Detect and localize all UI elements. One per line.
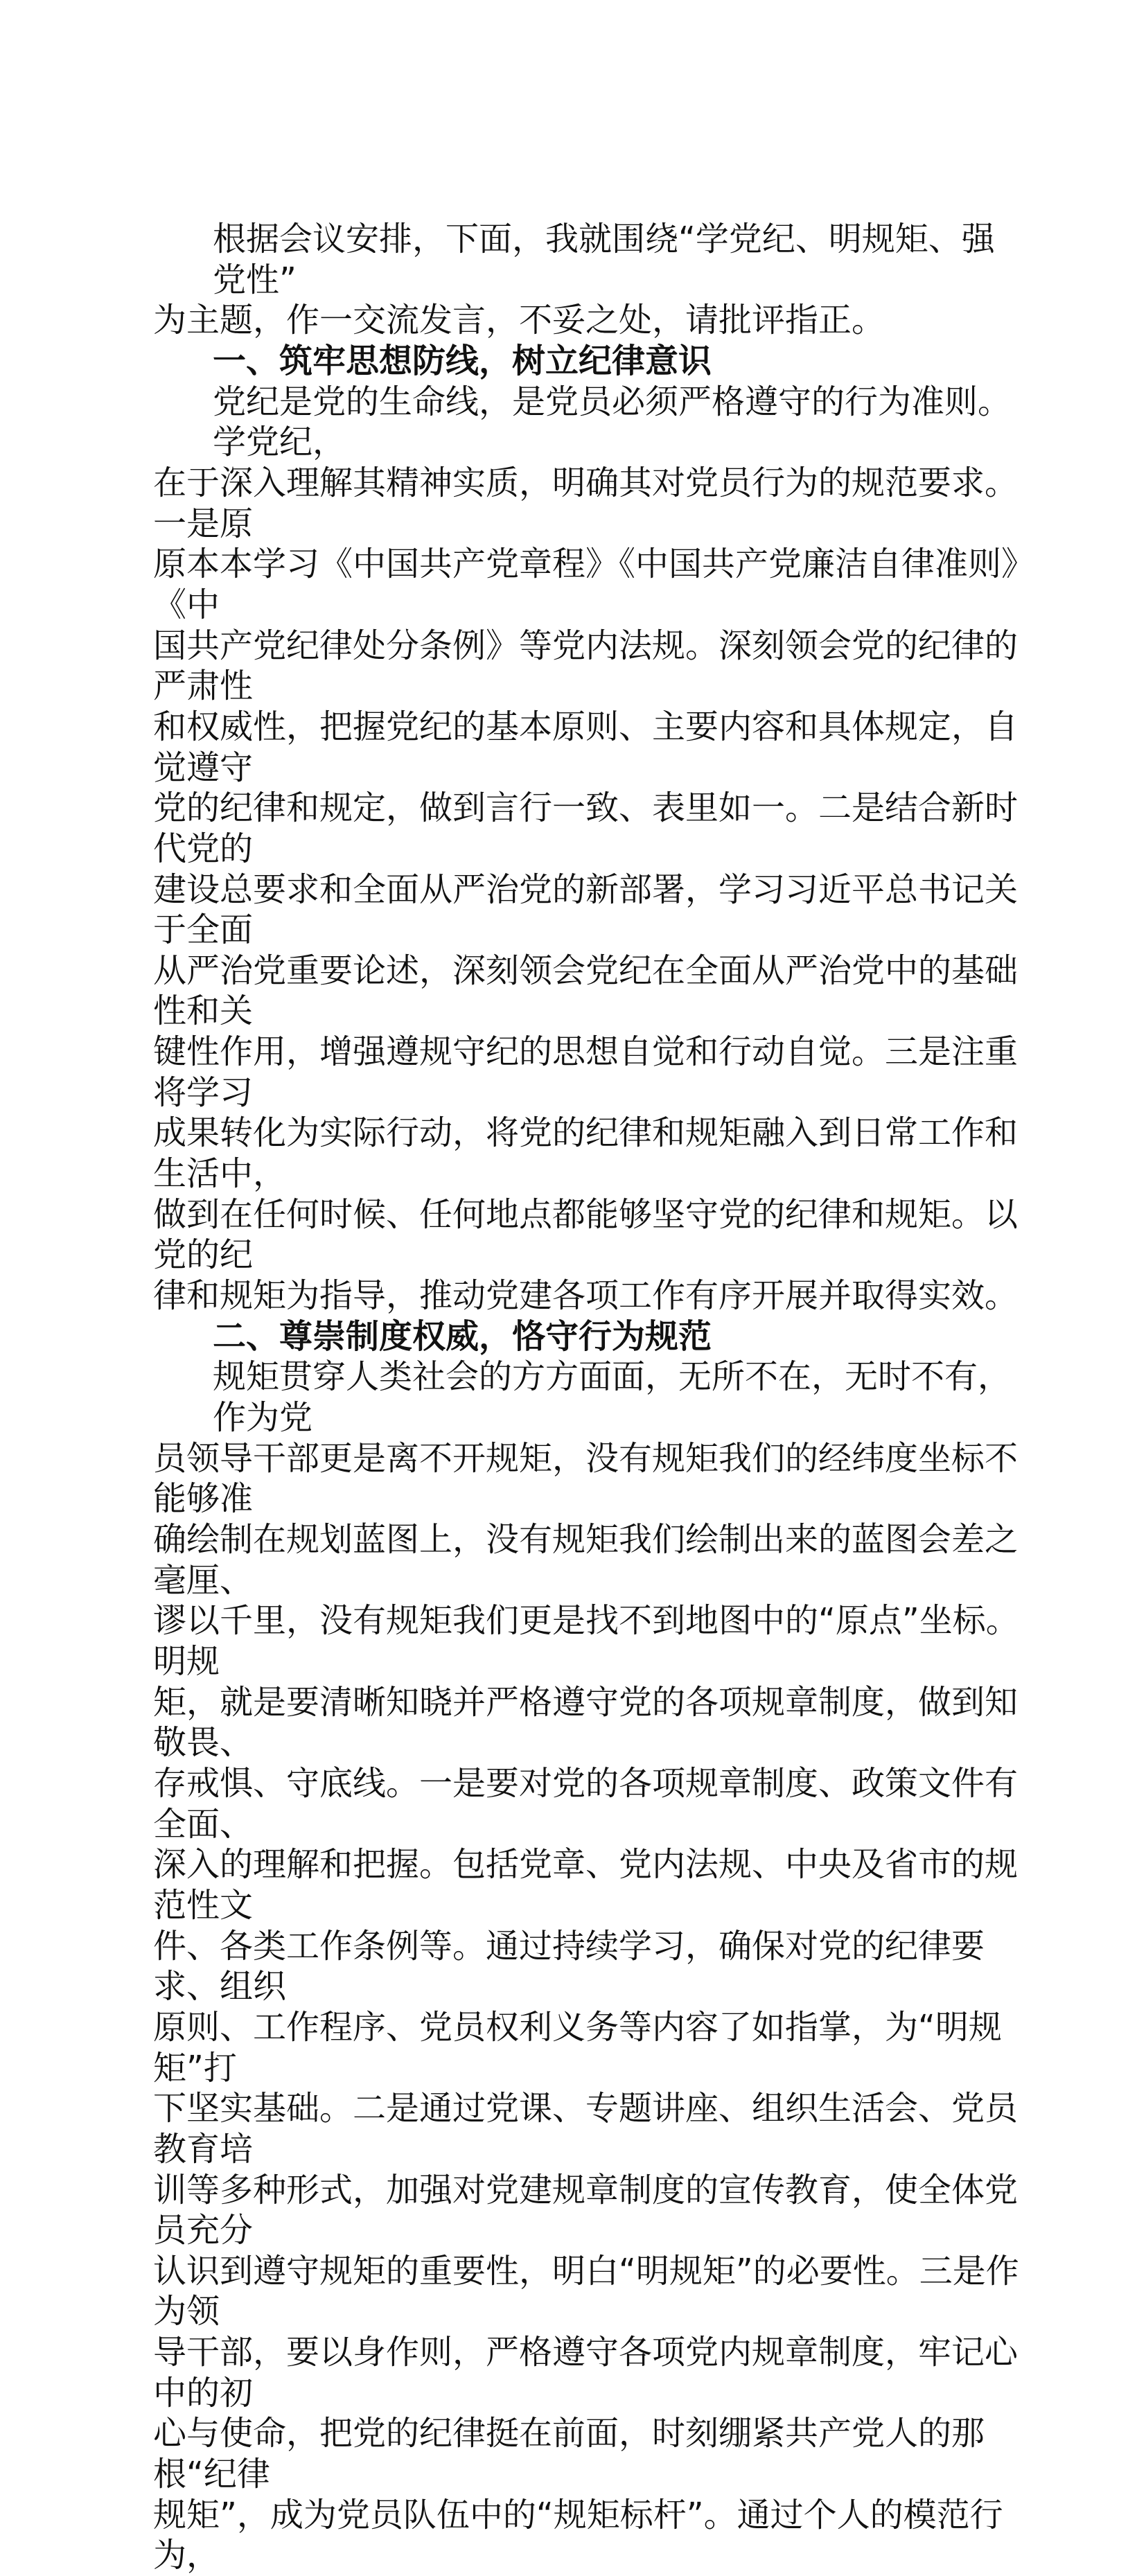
section-1-heading: 一、筑牢思想防线，树立纪律意识 — [213, 341, 712, 380]
paragraph-line: 规矩”，成为党员队伍中的“规矩标杆”。通过个人的模范行为， — [153, 2495, 1003, 2575]
paragraph-line: 党的纪律和规定，做到言行一致、表里如一。二是结合新时代党的 — [153, 788, 1019, 868]
paragraph-line: 在于深入理解其精神实质，明确其对党员行为的规范要求。一是原 — [153, 463, 1019, 543]
paragraph-line: 件、各类工作条例等。通过持续学习，确保对党的纪律要求、组织 — [153, 1926, 985, 2006]
paragraph-line: 党纪是党的生命线，是党员必须严格遵守的行为准则。学党纪， — [213, 382, 1012, 462]
paragraph-line: 矩，就是要清晰知晓并严格遵守党的各项规章制度，做到知敬畏、 — [153, 1682, 1019, 1763]
paragraph-line: 国共产党纪律处分条例》等党内法规。深刻领会党的纪律的严肃性 — [153, 626, 1019, 706]
paragraph-line: 原本本学习《中国共产党章程》《中国共产党廉洁自律准则》《中 — [153, 545, 1019, 624]
paragraph-line: 确绘制在规划蓝图上，没有规矩我们绘制出来的蓝图会差之毫厘、 — [153, 1520, 1019, 1600]
paragraph-line: 从严治党重要论述，深刻领会党纪在全面从严治党中的基础性和关 — [153, 951, 1019, 1031]
paragraph-line: 谬以千里，没有规矩我们更是找不到地图中的“原点”坐标。明规 — [153, 1601, 1019, 1681]
paragraph-line: 员领导干部更是离不开规矩，没有规矩我们的经纬度坐标不能够准 — [153, 1438, 1019, 1519]
paragraph-line: 心与使命，把党的纪律挺在前面，时刻绷紧共产党人的那根“纪律 — [153, 2414, 985, 2494]
paragraph-line: 和权威性，把握党纪的基本原则、主要内容和具体规定，自觉遵守 — [153, 707, 1019, 787]
paragraph-line: 键性作用，增强遵规守纪的思想自觉和行动自觉。三是注重将学习 — [153, 1032, 1019, 1112]
section-2-heading: 二、尊崇制度权威，恪守行为规范 — [213, 1316, 712, 1356]
paragraph-line: 建设总要求和全面从严治党的新部署，学习习近平总书记关于全面 — [153, 870, 1019, 950]
paragraph-line: 做到在任何时候、任何地点都能够坚守党的纪律和规矩。以党的纪 — [153, 1194, 1019, 1275]
paragraph-line: 训等多种形式，加强对党建规章制度的宣传教育，使全体党员充分 — [153, 2170, 1019, 2250]
paragraph-line: 成果转化为实际行动，将党的纪律和规矩融入到日常工作和生活中， — [153, 1113, 1019, 1194]
paragraph-line: 下坚实基础。二是通过党课、专题讲座、组织生活会、党员教育培 — [153, 2089, 1019, 2169]
paragraph-line: 存戒惧、守底线。一是要对党的各项规章制度、政策文件有全面、 — [153, 1763, 1019, 1844]
intro-paragraph — [153, 219, 1019, 341]
paragraph-line: 深入的理解和把握。包括党章、党内法规、中央及省市的规范性文 — [153, 1845, 1019, 1925]
paragraph-line: 为主题，作一交流发言，不妥之处，请批评指正。 — [153, 301, 885, 340]
section-2-paragraph — [153, 1357, 1019, 2576]
paragraph-line: 认识到遵守规矩的重要性，明白“明规矩”的必要性。三是作为领 — [153, 2251, 1019, 2331]
paragraph-line: 导干部，要以身作则，严格遵守各项党内规章制度，牢记心中的初 — [153, 2333, 1019, 2412]
document-page — [153, 219, 1019, 2576]
paragraph-line: 规矩贯穿人类社会的方方面面，无所不在，无时不有，作为党 — [213, 1357, 1012, 1438]
paragraph-line: 律和规矩为指导，推动党建各项工作有序开展并取得实效。 — [153, 1276, 1019, 1316]
paragraph-line: 根据会议安排，下面，我就围绕“学党纪、明规矩、强党性” — [213, 220, 995, 299]
section-1-paragraph — [153, 382, 1019, 1316]
paragraph-line: 原则、工作程序、党员权利义务等内容了如指掌，为“明规矩”打 — [153, 2007, 1002, 2088]
